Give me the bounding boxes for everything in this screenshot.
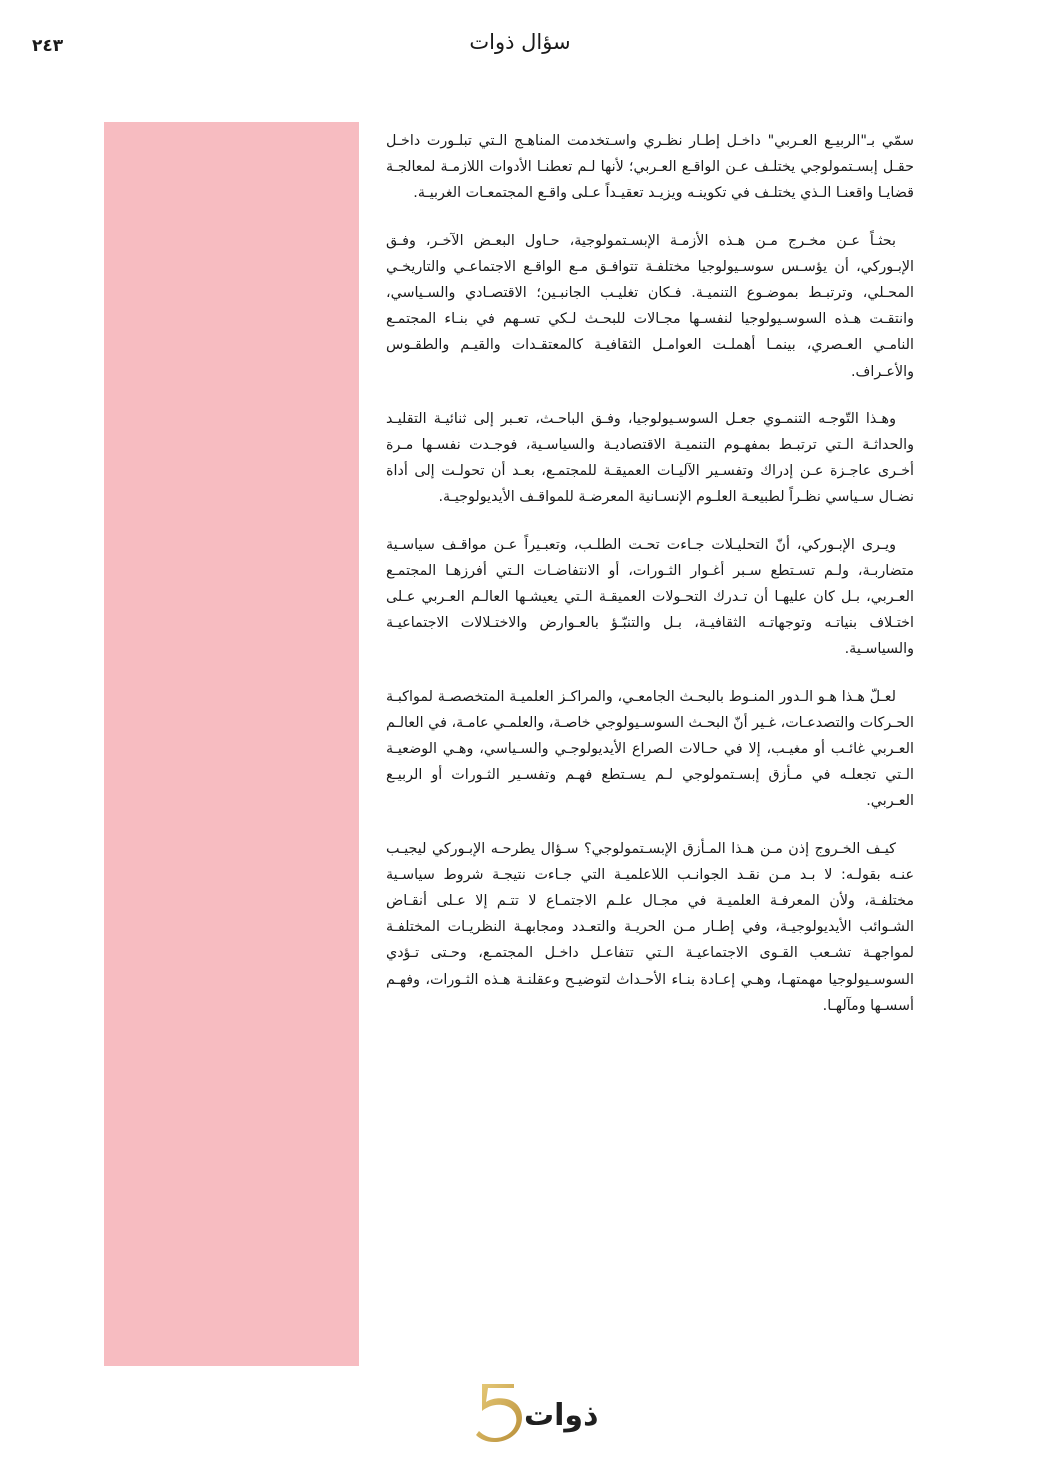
pink-side-panel: [104, 122, 359, 1366]
page-number: ٢٤٣: [32, 36, 64, 56]
article-body: [386, 128, 914, 1040]
paragraph-3: وهـذا التّوجـه التنمـوي جعـل السوسـيولوجيا، وفـق الباحـث، تعـبر إلى ثنائيـة التقليـد والحداثـة الـتي ترتبـط بمفهـوم التنميـة الاقتصاديـة والسياسـية، فوجـدت نفسـها مـرة أخـرى عاجـزة عـن إدراك وتفسـير الآليـات العميقـة للمجتمـع، بعـد أن تحولـت إلى أداة نضـال سـياسي نظـراً لطبيعـة العلـوم الإنسـانية المعرضـة للمواقـف الأيديولوجيـة.: [386, 410, 914, 506]
running-header-title: سؤال ذوات: [469, 30, 571, 54]
dhawat-logo: [470, 1378, 610, 1448]
paragraph-4: ويـرى الإبـوركي، أنّ التحليـلات جـاءت تحـت الطلـب، وتعبـيراً عـن مواقـف سياسـية متضاربـة، ولـم تسـتطع سـبر أغـوار الثـورات، أو الانتفاضـات الـتي أفرزهـا المجتمـع العـربي، بـل كان عليهـا أن تـدرك التحـولات العميقـة الـتي يعيشـها العالـم العـربي عـلى اختـلاف بنياتـه وتوجهاتـه الثقافيـة، بـل والتنبّـؤ بالعـوارض والاختـلالات الاجتماعيـة والسياسـية.: [386, 536, 914, 658]
paragraph-2: بحثـاً عـن مخـرج مـن هـذه الأزمـة الإبسـتمولوجية، حـاول البعـض الآخـر، وفـق الإبـوركي، أن يؤسـس سوسـيولوجيا مختلفـة تتوافـق مـع الواقـع الاجتماعـي والتاريخـي المحـلي، وترتبـط بموضـوع التنميـة. فـكان تغليـب الجانبـين؛ الاقتصـادي والسـياسي، وانتقـت هـذه السوسـيولوجيا لنفسـها مجـالات للبحـث لـكي تسـهم في بنـاء المجتمـع النامـي العـصري، بينمـا أهملـت العوامـل الثقافيـة كالمعتقـدات والقيـم والطقـوس والأعـراف.: [386, 232, 914, 380]
paragraph-6: كيـف الخـروج إذن مـن هـذا المـأزق الإبسـتمولوجي؟ سـؤال يطرحـه الإبـوركي ليجيـب عنـه بقولـه: لا بـد مـن نقـد الجوانـب اللاعلميـة التي جـاءت نتيجـة شروط سياسـية مختلفـة، ولأن المعرفـة العلميـة في مجـال علـم الاجتمـاع لا تتـم إلا عـلى أنقـاض الشـوائب الأيديولوجيـة، وفي إطـار مـن الحريـة والتعـدد ومجابهـة النظريـات المختلفـة لمواجهـة تشـعب القـوى الاجتماعيـة الـتي تتفاعـل داخـل المجتمـع، وحـتى تـؤدي السوسـيولوجيا مهمتهـا، وهـي إعـادة بنـاء الأحـداث لتوضيـح وعقلنـة هـذه الثـورات، وفهـم أسسـها ومآلهـا.: [386, 840, 914, 1014]
paragraph-5: لعـلّ هـذا هـو الـدور المنـوط بالبحـث الجامعـي، والمراكـز العلميـة المتخصصـة لمواكبـة الحـركات والتصدعـات، غـير أنّ البحـث السوسـيولوجي خاصـة، والعلمـي عامـة، في العالـم العـربي غائـب أو مغيـب، إلا في حـالات الصراع الأيديولوجـي والسـياسي، وهـي الوضعيـة الـتي تجعلـه في مـأزق إبسـتمولوجي لـم يسـتطع فهـم وتفسـير الثـورات أو الربيـع العـربي.: [385, 688, 914, 810]
paragraph-1: سمّي بـ"الربيـع العـربي" داخـل إطـار نظـري واسـتخدمت المناهـج الـتي تبلـورت داخـل حقـل إبسـتمولوجي يختلـف عـن الواقـع العـربي؛ لأنها لـم تعطنـا الأدوات اللازمـة لمعالجـة قضايـا واقعنـا الـذي يختلـف في تكوينـه ويزيـد تعقيـداً عـلى واقـع المجتمعـات الغربيـة.: [386, 133, 914, 202]
logo-number: 5: [470, 1378, 471, 1379]
logo-wordmark: ذوات: [524, 1398, 599, 1433]
